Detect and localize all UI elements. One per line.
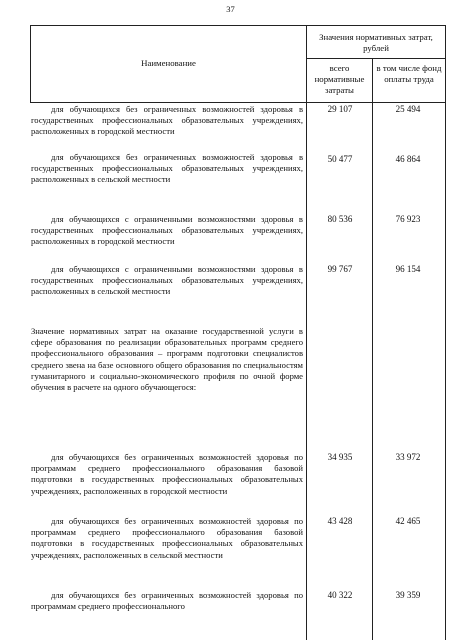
header-bottom-border bbox=[30, 102, 446, 103]
header-fot-column: в том числе фонд оплаты труда bbox=[376, 63, 442, 84]
table-right-border bbox=[445, 25, 446, 640]
header-values-group: Значения нормативных затрат, рублей bbox=[319, 32, 433, 53]
row-fot-value: 42 465 bbox=[395, 516, 421, 526]
table-row-description: для обучающихся без ограниченных возможностей здоровья в государственных профессиональных образовательных учреждениях, расположенных в сельской местности bbox=[31, 152, 303, 185]
header-total-column: всего нормативные затраты bbox=[314, 63, 365, 95]
table-row-description: для обучающихся без ограниченных возможностей здоровья по программам среднего профессионального bbox=[31, 590, 303, 612]
section-intro-text: Значение нормативных затрат на оказание государственной услуги в сфере образования по реализации образовательных программ среднего профессионального образования – программ подготовки специалистов среднего звена на базе основного общего образования по специальностям гуманитарного и социально-экономического профиля по очной форме обучения в расчете на одного обучающегося: bbox=[31, 326, 303, 393]
values-group-underline bbox=[306, 58, 446, 59]
table-row-description: для обучающихся без ограниченных возможностей здоровья по программам среднего профессионального образования базовой подготовки в государственных профессиональных образовательных учреждениях, расположенных в городской местности bbox=[31, 452, 303, 496]
table-row-description: для обучающихся с ограниченными возможностями здоровья в государственных профессиональных образовательных учреждениях, расположенных в городской местности bbox=[31, 214, 303, 247]
column-divider-name bbox=[306, 25, 307, 640]
row-fot-value: 25 494 bbox=[395, 104, 421, 114]
table-top-border bbox=[30, 25, 446, 26]
row-fot-value: 39 359 bbox=[395, 590, 421, 600]
row-fot-value: 46 864 bbox=[395, 154, 421, 164]
row-fot-value: 76 923 bbox=[395, 214, 421, 224]
column-divider-values bbox=[372, 59, 373, 640]
row-fot-value: 96 154 bbox=[395, 264, 421, 274]
row-total-value: 50 477 bbox=[327, 154, 353, 164]
table-row-description: для обучающихся без ограниченных возможностей здоровья в государственных профессиональных образовательных учреждениях, расположенных в городской местности bbox=[31, 104, 303, 137]
page-number: 37 bbox=[226, 4, 235, 14]
row-fot-value: 33 972 bbox=[395, 452, 421, 462]
row-total-value: 80 536 bbox=[327, 214, 353, 224]
row-total-value: 34 935 bbox=[327, 452, 353, 462]
row-total-value: 43 428 bbox=[327, 516, 353, 526]
header-name-column: Наименование bbox=[141, 58, 196, 68]
table-row-description: для обучающихся без ограниченных возможностей здоровья по программам среднего профессионального образования базовой подготовки в государственных профессиональных образовательных учреждениях, расположенных в сельской местности bbox=[31, 516, 303, 560]
row-total-value: 40 322 bbox=[327, 590, 353, 600]
table-row-description: для обучающихся с ограниченными возможностями здоровья в государственных профессиональных образовательных учреждениях, расположенных в сельской местности bbox=[31, 264, 303, 297]
row-total-value: 99 767 bbox=[327, 264, 353, 274]
row-total-value: 29 107 bbox=[327, 104, 353, 114]
